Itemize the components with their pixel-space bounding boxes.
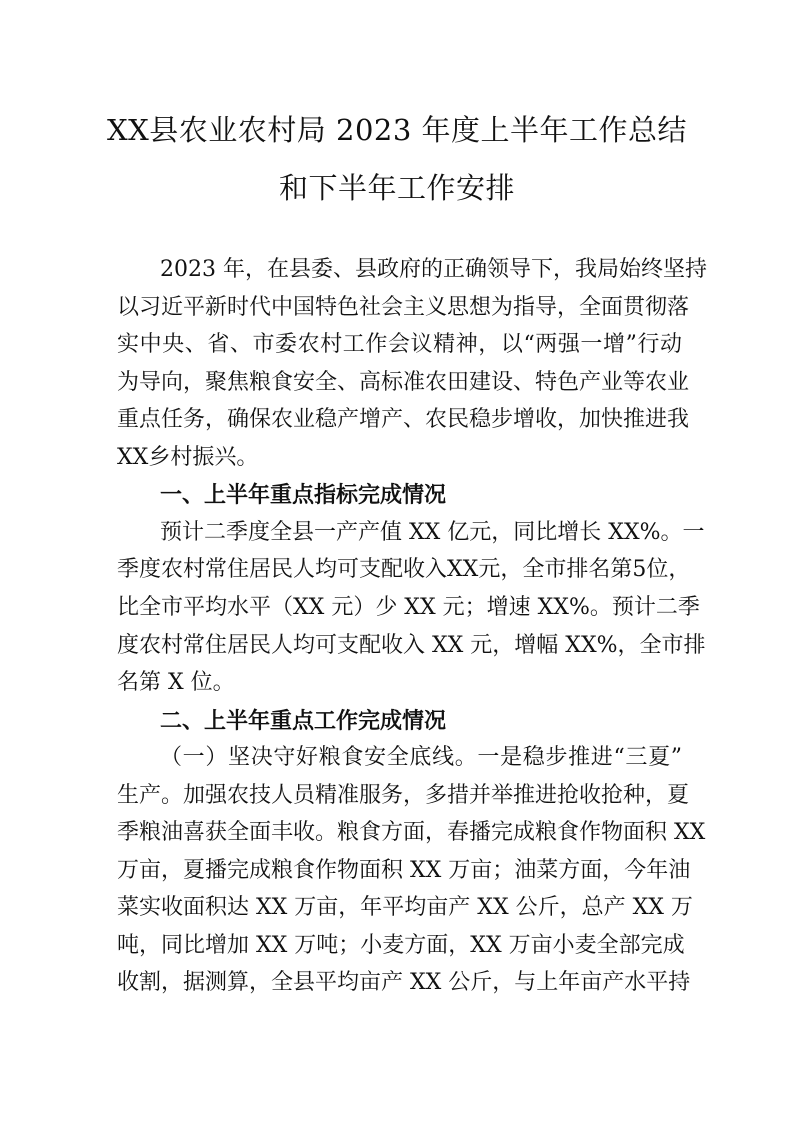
paragraph-line: （一）坚决守好粮食安全底线。一是稳步推进“三夏” — [160, 745, 682, 770]
intro-line: 2023 年，在县委、县政府的正确领导下，我局始终坚持 — [160, 257, 707, 282]
paragraph-line: 季度农村常住居民人均可支配收入XX元，全市排名第5位， — [117, 557, 691, 582]
paragraph-line: 万亩，夏播完成粮食作物面积 XX 万亩；油菜方面，今年油 — [117, 858, 691, 883]
intro-line: 为导向，聚焦粮食安全、高标准农田建设、特色产业等农业 — [117, 370, 690, 395]
paragraph-line: 生产。加强农技人员精准服务，多措并举推进抢收抢种，夏 — [117, 783, 690, 808]
paragraph-line: 比全市平均水平（XX 元）少 XX 元；增速 XX%。预计二季 — [117, 595, 700, 620]
paragraph-line: 吨，同比增加 XX 万吨；小麦方面，XX 万亩小麦全部完成 — [117, 933, 685, 958]
paragraph-line: 预计二季度全县一产产值 XX 亿元，同比增长 XX%。一 — [160, 520, 705, 545]
document-title-line1: XX县农业农村局 2023 年度上半年工作总结 — [106, 113, 688, 147]
document-title-line2: 和下半年工作安排 — [278, 171, 515, 205]
section-heading: 二、上半年重点工作完成情况 — [160, 708, 447, 734]
intro-line: 以习近平新时代中国特色社会主义思想为指导，全面贯彻落 — [117, 295, 690, 320]
intro-line: 重点任务，确保农业稳产增产、农民稳步增收，加快推进我 — [117, 407, 690, 432]
paragraph-line: 度农村常住居民人均可支配收入 XX 元，增幅 XX%，全市排 — [117, 633, 706, 658]
paragraph-line: 收割，据测算，全县平均亩产 XX 公斤，与上年亩产水平持 — [117, 970, 691, 995]
intro-line: XX乡村振兴。 — [117, 445, 259, 470]
paragraph-line: 菜实收面积达 XX 万亩，年平均亩产 XX 公斤，总产 XX 万 — [117, 895, 693, 920]
paragraph-line: 名第 X 位。 — [117, 670, 235, 695]
section-heading: 一、上半年重点指标完成情况 — [160, 482, 447, 508]
intro-line: 实中央、省、市委农村工作会议精神，以“两强一增”行动 — [117, 332, 682, 357]
paragraph-line: 季粮油喜获全面丰收。粮食方面，春播完成粮食作物面积 XX — [117, 820, 706, 845]
